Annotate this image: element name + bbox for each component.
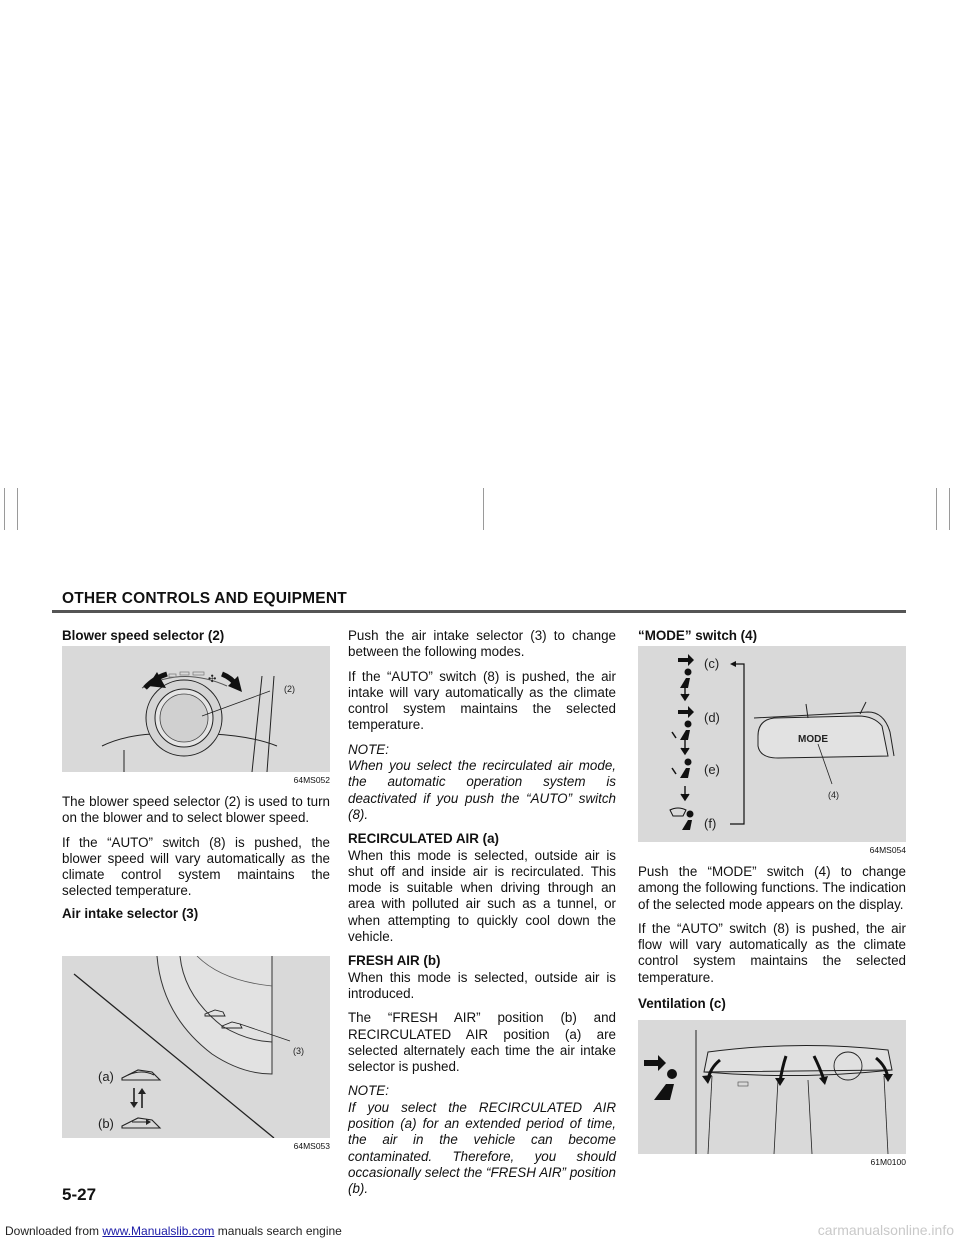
blower-paragraph-2: If the “AUTO” switch (8) is pushed, the blower speed will vary automatically as the climate control system maintains the selected temperature.	[62, 834, 330, 899]
column-1	[62, 628, 330, 644]
heat-defrost-mode-icon	[670, 808, 694, 830]
mode-label-f: (f)	[704, 816, 717, 831]
fig1-callout: (2)	[284, 684, 295, 694]
column-1-body	[62, 794, 330, 922]
page-number: 5-27	[62, 1185, 97, 1204]
crop-mark	[936, 488, 937, 530]
footer-suffix: manuals search engine	[214, 1224, 342, 1238]
note-1	[348, 742, 616, 823]
air-intake-figure	[62, 956, 330, 1138]
airflow-arrow-icon	[775, 1078, 785, 1086]
blower-selector-figure	[62, 646, 330, 772]
fresh-air-icon	[122, 1118, 160, 1128]
intake-paragraph-2: If the “AUTO” switch (8) is pushed, the air intake will vary automatically as the climate control system maintains the selected temperature.	[348, 668, 616, 733]
mode-label-d: (d)	[704, 710, 720, 725]
intake-heading: Air intake selector (3)	[62, 905, 199, 921]
crop-mark	[4, 488, 5, 530]
arrow-up-icon	[138, 1088, 146, 1094]
footer	[5, 1224, 342, 1238]
heat-mode-icon	[672, 759, 692, 779]
fig3-callout: (4)	[828, 790, 839, 800]
airflow-arrow-icon	[819, 1076, 828, 1085]
manualslib-link[interactable]: www.Manualslib.com	[102, 1224, 215, 1238]
mode-button-label: MODE	[798, 734, 828, 745]
footer-prefix: Downloaded from	[5, 1224, 103, 1238]
bi-level-mode-icon	[672, 706, 694, 740]
ventilation-mode-icon	[678, 654, 694, 688]
recirculated-air-icon	[122, 1070, 160, 1080]
blower-dial-illustration	[62, 646, 330, 772]
column-3	[638, 628, 906, 644]
arrow-down-icon	[130, 1102, 138, 1108]
blower-paragraph-1: The blower speed selector (2) is used to turn on the blower and to select blower speed.	[62, 794, 330, 826]
fig2-label-b: (b)	[98, 1116, 114, 1131]
mode-label-c: (c)	[704, 656, 720, 671]
fan-icon: ✣	[208, 674, 217, 685]
mode-switch-figure	[638, 646, 906, 842]
blower-heading: Blower speed selector (2)	[62, 628, 225, 643]
fresh-air-heading: FRESH AIR (b)	[348, 953, 441, 969]
note-2-text: If you select the RECIRCULATED AIR position (a) for an extended period of time, the air in the vehicle can become contaminated. Therefore, you should occasionally select the “FRESH AIR” position (b).	[348, 1099, 616, 1197]
recirculated-heading: RECIRCULATED AIR (a)	[348, 831, 500, 847]
mode-heading: “MODE” switch (4)	[638, 628, 758, 643]
mode-label-e: (e)	[704, 762, 720, 777]
footer-watermark: carmanualsonline.info	[817, 1222, 954, 1238]
section-title: OTHER CONTROLS AND EQUIPMENT	[62, 590, 347, 607]
intake-paragraph-3: The “FRESH AIR” position (b) and RECIRCULATED AIR position (a) are selected alternately each time the air intake selector is pushed.	[348, 1010, 616, 1075]
fig2-callout: (3)	[293, 1046, 304, 1056]
ventilation-icon	[644, 1055, 677, 1100]
fig2-code: 64MS053	[293, 1141, 330, 1151]
column-2	[348, 628, 616, 1198]
fig4-code: 61M0100	[870, 1157, 906, 1167]
crop-mark	[17, 488, 18, 530]
note-2	[348, 1083, 616, 1197]
fig1-code: 64MS052	[293, 775, 330, 785]
column-3-body	[638, 864, 906, 1012]
fresh-air-text: When this mode is selected, outside air is introduced.	[348, 969, 616, 1001]
ventilation-figure	[638, 1020, 906, 1154]
mode-paragraph-1: Push the “MODE” switch (4) to change among the following functions. The indication of the selected mode appears on the display.	[638, 864, 906, 912]
note-1-text: When you select the recirculated air mode, the automatic operation system is deactivated if you push the “AUTO” switch (8).	[348, 758, 616, 822]
header-rule	[52, 610, 906, 613]
note-2-label: NOTE:	[348, 1083, 389, 1099]
recirculated-text: When this mode is selected, outside air is shut off and inside air is recirculated. This mode is suitable when driving through an area with polluted air such as a tunnel, or when attempting to quickly cool down the vehicle.	[348, 847, 616, 945]
note-1-label: NOTE:	[348, 741, 389, 757]
fig3-code: 64MS054	[869, 845, 906, 855]
airflow-arrow-icon	[702, 1075, 712, 1084]
ventilation-heading: Ventilation (c)	[638, 996, 726, 1012]
crop-mark	[949, 488, 950, 530]
intake-paragraph-1: Push the air intake selector (3) to change between the following modes.	[348, 628, 616, 660]
mode-paragraph-2: If the “AUTO” switch (8) is pushed, the air flow will vary automatically as the climate control system maintains the selected temperature.	[638, 920, 906, 985]
fig2-label-a: (a)	[98, 1069, 114, 1084]
crop-mark	[483, 488, 484, 530]
